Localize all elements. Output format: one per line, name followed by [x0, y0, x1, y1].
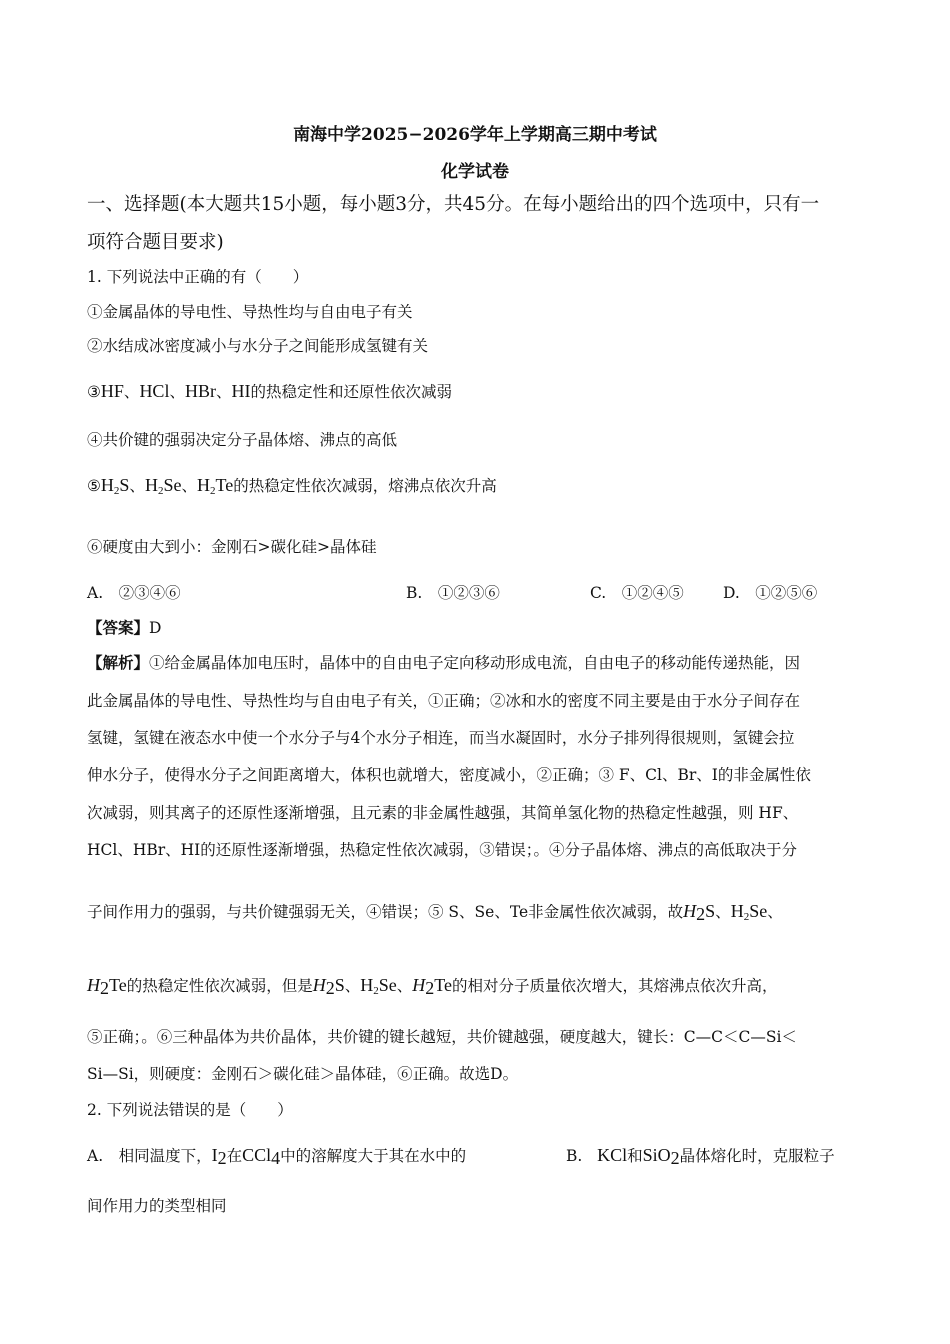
analysis-line-4: 伸水分子，使得水分子之间距离增大，体积也就增大，密度减小，②正确；③ F、Cl、Br、I的非金属性依 — [87, 766, 811, 784]
formula-hf: HF — [100, 381, 124, 401]
q2-option-a: A. 相同温度下，$I_2$在CCl$_4$中的溶解度大于其在水中的 — [87, 1145, 467, 1168]
q2-option-b: B. KCl和SiO$_2$晶体熔化时，克服粒子 — [566, 1145, 835, 1168]
option-c: C. ①②④⑤ — [590, 584, 684, 602]
analysis-line-1: 【解析】①给金属晶体加电压时，晶体中的自由电子定向移动形成电流，自由电子的移动能传递热能，因 — [87, 653, 801, 672]
statement-6: ⑥硬度由大到小：金刚石>碳化硅>晶体硅 — [87, 538, 377, 556]
answer-label: 【答案】 — [87, 618, 150, 637]
statement-3: ③HF、HCl、HBr、HI的热稳定性和还原性依次减弱 — [87, 381, 452, 401]
analysis-line-9: ⑤正确；。⑥三种晶体为共价晶体，共价键的键长越短，共价键越强，硬度越大，键长：C—C＜C—Si＜ — [87, 1028, 797, 1046]
analysis-line-10: Si—Si，则硬度：金刚石＞碳化硅＞晶体硅，⑥正确。故选D。 — [87, 1065, 519, 1083]
analysis-line-3: 氢键，氢键在液态水中使一个水分子与4个水分子相连，而当水凝固时，水分子排列得很规则，氢键会拉 — [87, 729, 795, 747]
exam-subtitle: 化学试卷 — [441, 162, 509, 182]
exam-title: 南海中学2025−2026学年上学期高三期中考试 — [293, 125, 657, 145]
analysis-label: 【解析】 — [87, 653, 150, 672]
question-1-stem: 1. 下列说法中正确的有（ ） — [87, 268, 309, 286]
analysis-line-5: 次减弱，则其离子的还原性逐渐增强，且元素的非金属性越强，其简单氢化物的热稳定性越强，则 HF、 — [87, 804, 799, 822]
analysis-line-6: HCl、HBr、HI的还原性逐渐增强，热稳定性依次减弱，③错误；。④分子晶体熔、沸点的高低取决于分 — [87, 841, 798, 859]
statement-5: $⑤H_2S$、$H_2Se$、$H_2Te$的热稳定性依次减弱，熔沸点依次升高 — [87, 475, 497, 497]
section-heading: 一、选择题(本大题共15小题，每小题3分，共45分。在每小题给出的四个选项中，只有一 — [87, 194, 820, 215]
analysis-line-2: 此金属晶体的导电性、导热性均与自由电子有关，①正确；②冰和水的密度不同主要是由于水分子间存在 — [87, 692, 801, 710]
option-d: D. ①②⑤⑥ — [723, 584, 818, 602]
answer — [87, 616, 161, 638]
statement-1: ①金属晶体的导电性、导热性均与自由电子有关 — [87, 303, 413, 321]
option-a: A. ②③④⑥ — [87, 584, 181, 602]
analysis-line-8: $H_2Te$的热稳定性依次减弱，但是$H_2S$、$H_2Se$、$H_2Te$的相对分子质量依次增大，其熔沸点依次升高， — [87, 975, 778, 998]
formula-hcl: HCl — [139, 381, 170, 401]
statement-3-num: ③ — [87, 383, 101, 401]
statement-5-text: 的热稳定性依次减弱，熔沸点依次升高 — [233, 477, 497, 495]
option-b: B. ①②③⑥ — [406, 584, 500, 602]
q2-option-b-cont: 间作用力的类型相同 — [87, 1197, 227, 1215]
question-2-stem: 2. 下列说法错误的是（ ） — [87, 1101, 293, 1119]
section-heading-cont: 项符合题目要求) — [87, 232, 224, 253]
statement-2: ②水结成冰密度减小与水分子之间能形成氢键有关 — [87, 337, 429, 355]
statement-4: ④共价键的强弱决定分子晶体熔、沸点的高低 — [87, 431, 398, 449]
analysis-line-7: 子间作用力的强弱，与共价键强弱无关，④错误；⑤ S、Se、Te非金属性依次减弱，故$H_2S$、$H_2Se$、 — [87, 901, 783, 924]
formula-hi: HI — [231, 381, 251, 401]
formula-hbr: HBr — [184, 381, 216, 401]
statement-3-text: 的热稳定性和还原性依次减弱 — [250, 383, 452, 401]
answer-value: D — [149, 619, 162, 637]
